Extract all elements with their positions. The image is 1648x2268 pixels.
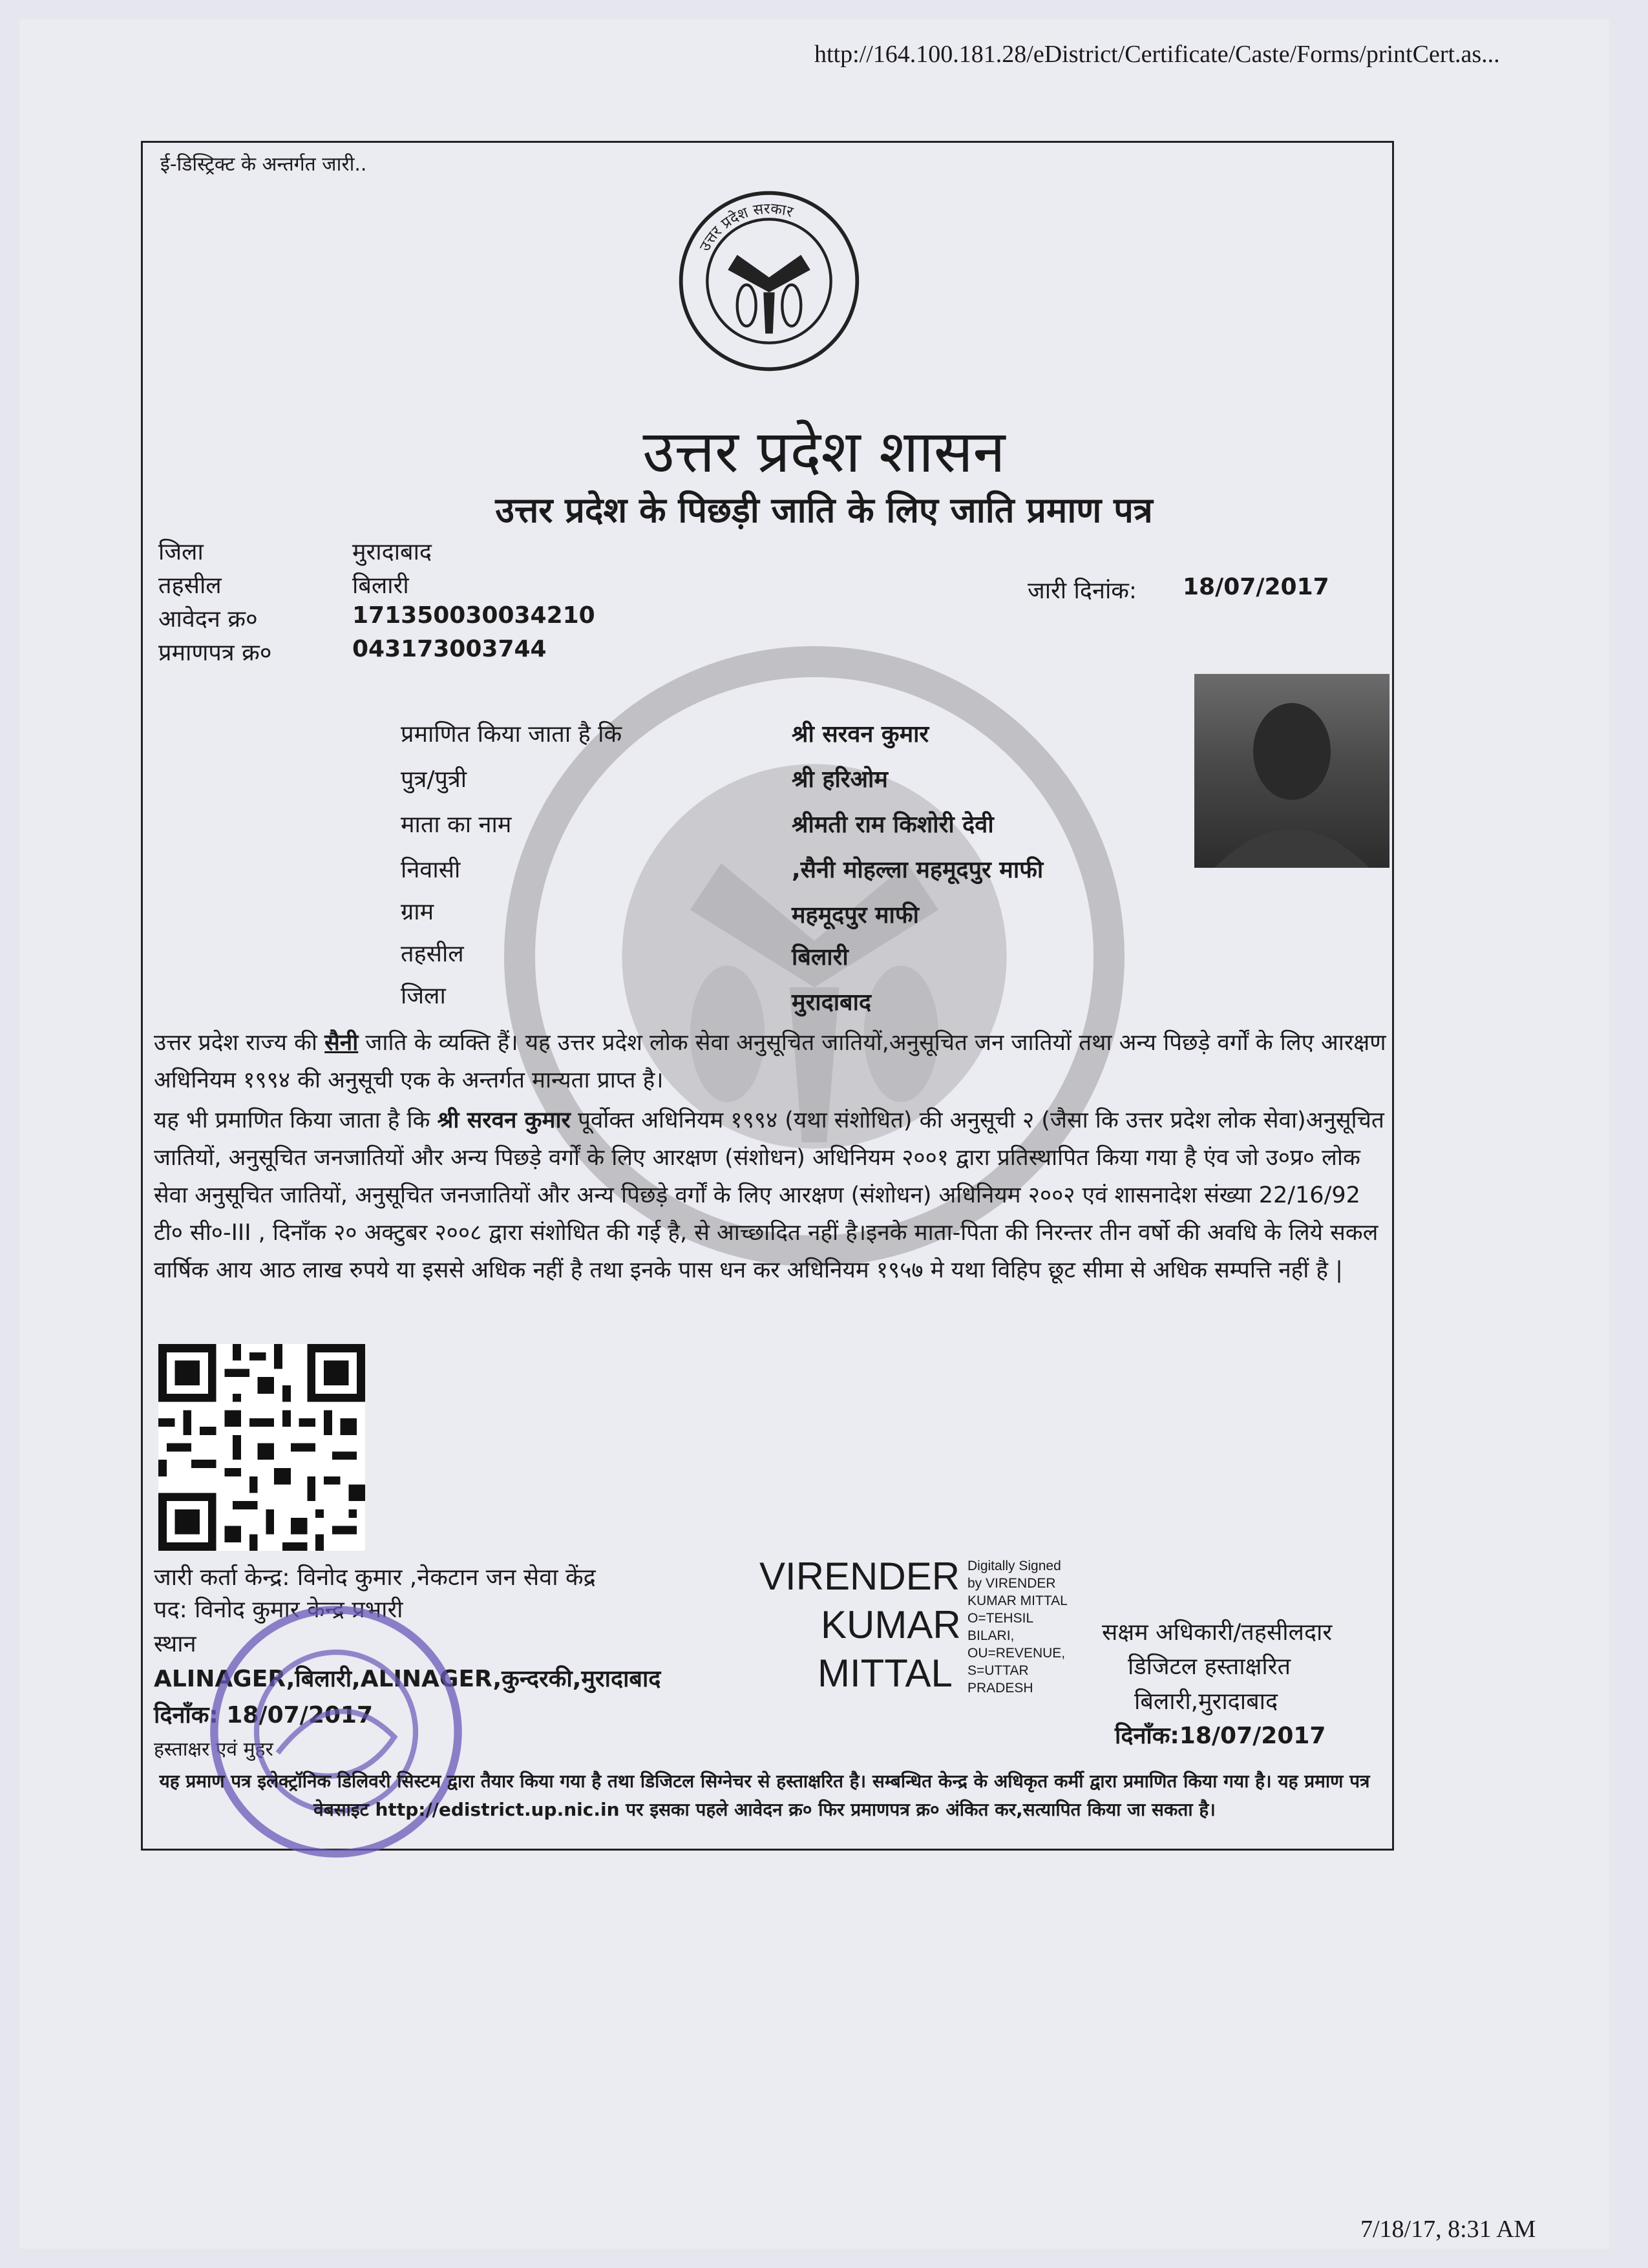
issuer-date: दिनाँक: 18/07/2017 <box>154 1702 374 1728</box>
para-text: यह भी प्रमाणित किया जाता है कि <box>154 1108 438 1133</box>
holder-name-inline: श्री सरवन कुमार <box>437 1108 571 1133</box>
sig-detail-line: O=TEHSIL <box>967 1611 1034 1626</box>
detail-label: जिला <box>401 983 446 1009</box>
qr-code-icon <box>158 1344 365 1551</box>
place-label: स्थान <box>154 1631 196 1657</box>
certificate-no-value: 043173003744 <box>352 636 547 662</box>
residence: ,सैनी मोहल्ला महमूदपुर माफी <box>792 857 1044 883</box>
sig-detail-line: by VIRENDER <box>967 1576 1056 1591</box>
authority-line: सक्षम अधिकारी/तहसीलदार <box>1102 1619 1333 1646</box>
place-value: ALINAGER,बिलारी,ALINAGER,कुन्दरकी,मुरादाबाद <box>154 1666 661 1692</box>
application-no-label: आवेदन क्र० <box>158 606 258 633</box>
print-url: http://164.100.181.28/eDistrict/Certificate/Caste/Forms/printCert.as... <box>814 41 1500 68</box>
detail-label: तहसील <box>401 941 464 967</box>
mother-name: श्रीमती राम किशोरी देवी <box>792 812 994 838</box>
certificate-paragraph-2 <box>154 1102 1395 1289</box>
sig-detail-line: OU=REVENUE, <box>967 1646 1066 1661</box>
issue-date-label: जारी दिनांक: <box>1028 578 1137 604</box>
seal-label: हस्ताक्षर एवं मुहर <box>154 1738 273 1761</box>
detail-label: ग्राम <box>401 899 434 925</box>
applicant-photo <box>1194 674 1389 868</box>
sig-detail-line: KUMAR MITTAL <box>967 1593 1068 1608</box>
sig-detail-line: PRADESH <box>967 1681 1033 1696</box>
signer-name-line: KUMAR <box>821 1603 961 1646</box>
detail-label: प्रमाणित किया जाता है कि <box>401 721 622 748</box>
holder-name: श्री सरवन कुमार <box>792 721 929 748</box>
official-stamp-icon <box>204 1599 469 1864</box>
certificate-no-label: प्रमाणपत्र क्र० <box>158 640 272 666</box>
district-detail: मुरादाबाद <box>792 989 872 1016</box>
village: महमूदपुर माफी <box>792 902 919 929</box>
svg-text:उत्तर प्रदेश सरकार <box>696 200 796 254</box>
govt-title: उत्तर प्रदेश शासन <box>642 418 1006 486</box>
signer-name-line: VIRENDER <box>759 1555 960 1598</box>
para-text: उत्तर प्रदेश राज्य की <box>154 1030 325 1056</box>
detail-label: पुत्र/पुत्री <box>401 766 467 793</box>
digital-signature-details <box>967 1557 1068 1697</box>
issued-under-text: ई-डिस्ट्रिक्ट के अन्तर्गत जारी.. <box>160 153 367 176</box>
issuing-centre: जारी कर्ता केन्द्र: विनोद कुमार ,नेकटान जन सेवा केंद्र <box>154 1564 596 1591</box>
state-emblem-icon <box>675 187 863 375</box>
district-label: जिला <box>158 539 204 565</box>
verification-note: यह प्रमाण पत्र इलेक्ट्रॉनिक डिलिवरी सिस्टम द्वारा तैयार किया गया है तथा डिजिटल सिग्नेचर से हस्ताक्षरित है। सम्बन्धित केन्द्र के अधिकृत कर्मी द्वारा प्रमाणित किया गया है। यह प्रमाण पत्र वेबसाइट http://edistrict.up.nic.in पर इसका पहले आवेदन क्र० फिर प्रमाणपत्र क्र० अंकित कर,सत्यापित किया जा सकता है। <box>159 1770 1370 1820</box>
certificate-paragraph-1 <box>154 1024 1395 1099</box>
application-no-value: 171350030034210 <box>352 602 595 629</box>
para-text: पूर्वोक्त अधिनियम १९९४ (यथा संशोधित) की अनुसूची २ (जैसा कि उत्तर प्रदेश लोक सेवा)अनुसूचित जातियों, अनुसूचित जनजातियों और अन्य पिछड़े वर्गों के लिए आरक्षण (संशोधन) अधिनियम २००१ द्वारा प्रतिस्थापित किया गया है एंव जो उ०प्र० लोक सेवा अनुसूचित जातियों, अनुसूचित जनजातियों और अन्य पिछड़े वर्गों के लिए आरक्षण (संशोधन) अधिनियम २००२ एवं शासनादेश संख्या 22/16/92 टी० सी०-III , दिनाँक २० अक्टुबर २००८ द्वारा संशोधित की गई है, से आच्छादित नहीं है।इनके माता-पिता की निरन्तर तीन वर्षो की अवधि के लिये सकल वार्षिक आय आठ लाख रुपये या इससे अधिक नहीं है तथा इनके पास धन कर अधिनियम १९५७ मे यथा विहिप छूट सीमा से अधिक सम्पत्ति नहीं है | <box>154 1108 1384 1283</box>
authority-line: डिजिटल हस्ताक्षरित <box>1128 1654 1291 1680</box>
print-timestamp: 7/18/17, 8:31 AM <box>1360 2216 1536 2243</box>
detail-label: माता का नाम <box>401 812 512 838</box>
caste-name: सैनी <box>324 1030 359 1056</box>
tehsil-label: तहसील <box>158 572 222 599</box>
authority-line: बिलारी,मुरादाबाद <box>1134 1688 1278 1715</box>
sig-detail-line: BILARI, <box>967 1628 1015 1643</box>
tehsil-value: बिलारी <box>352 572 409 599</box>
emblem-text: उत्तर प्रदेश सरकार <box>695 200 796 255</box>
signer-name-line: MITTAL <box>818 1652 953 1695</box>
sig-detail-line: S=UTTAR <box>967 1663 1029 1678</box>
issue-date-value: 18/07/2017 <box>1183 574 1329 600</box>
district-value: मुरादाबाद <box>352 539 432 565</box>
father-name: श्री हरिओम <box>792 766 888 793</box>
sig-detail-line: Digitally Signed <box>967 1559 1061 1573</box>
authority-date: दिनाँक:18/07/2017 <box>1115 1723 1326 1749</box>
person-photo-icon <box>1194 674 1389 868</box>
para-text: जाति के व्यक्ति हैं। यह उत्तर प्रदेश लोक सेवा अनुसूचित जातियों,अनुसूचित जन जातियों तथा अन्य पिछड़े वर्गों के लिए आरक्षण अधिनियम १९९४ की अनुसूची एक के अन्तर्गत मान्यता प्राप्त है। <box>154 1030 1386 1093</box>
certificate-title: उत्तर प्रदेश के पिछड़ी जाति के लिए जाति प्रमाण पत्र <box>495 490 1153 530</box>
detail-label: निवासी <box>401 857 461 883</box>
issuer-post: पद: विनोद कुमार केन्द्र प्रभारी <box>154 1597 403 1623</box>
tehsil-detail: बिलारी <box>792 944 849 971</box>
